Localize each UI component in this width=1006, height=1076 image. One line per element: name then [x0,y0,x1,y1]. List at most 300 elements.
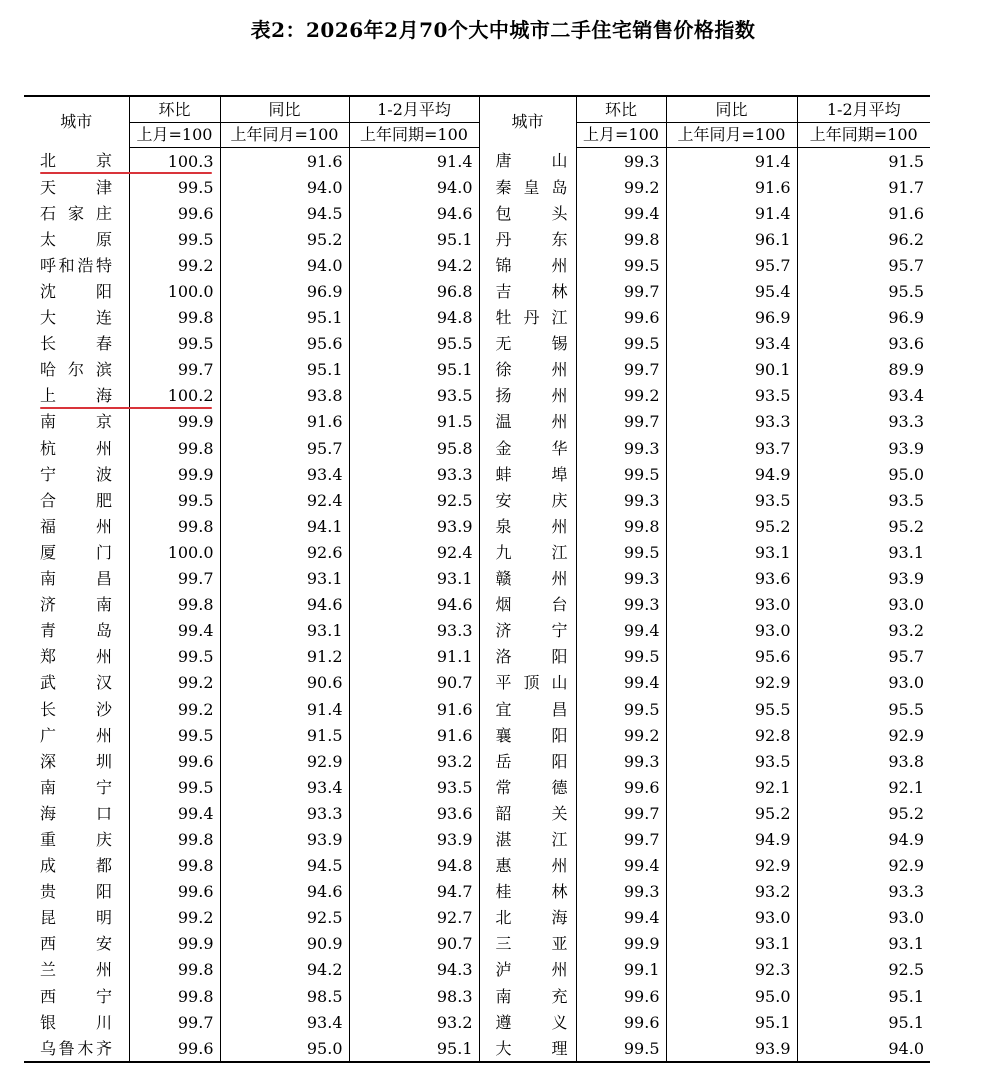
city-name-r: 泉 州 [479,513,576,539]
city-name-l: 呼 和 浩 特 [40,255,112,275]
avg-value-r: 93.2 [797,618,930,644]
city-name-l: 南 京 [40,412,112,432]
price-index-table [24,95,930,1063]
city-name-r: 温 州 [479,409,576,435]
city-name-r: 烟 台 [479,592,576,618]
mom-value-l: 99.6 [129,200,220,226]
yoy-value-r: 96.9 [666,305,797,331]
mom-value-l: 100.0 [129,278,220,304]
mom-value-r: 99.2 [576,722,666,748]
avg-value-l: 93.3 [349,461,479,487]
table-row [24,409,930,435]
avg-value-r: 93.0 [797,592,930,618]
table-row [24,357,930,383]
mom-value-r: 99.3 [576,148,666,175]
mom-value-l: 100.2 [129,383,220,409]
yoy-value-l: 92.4 [220,487,349,513]
mom-value-r: 99.4 [576,853,666,879]
yoy-value-r: 93.6 [666,566,797,592]
avg-value-r: 93.9 [797,566,930,592]
yoy-value-l: 90.9 [220,931,349,957]
table-row [24,853,930,879]
yoy-value-l: 95.7 [220,435,349,461]
yoy-value-l: 94.0 [220,174,349,200]
yoy-value-r: 93.0 [666,905,797,931]
table-row [24,226,930,252]
table-row [24,931,930,957]
page-title: 表2：2026年2月70个大中城市二手住宅销售价格指数 [250,18,756,42]
mom-value-l: 99.4 [129,800,220,826]
yoy-value-r: 92.1 [666,774,797,800]
yoy-value-r: 94.9 [666,826,797,852]
city-name-l: 上 海 [40,386,112,406]
avg-value-l: 93.6 [349,800,479,826]
yoy-value-l: 93.4 [220,774,349,800]
avg-value-r: 95.2 [797,800,930,826]
mom-value-r: 99.4 [576,670,666,696]
yoy-value-l: 93.1 [220,566,349,592]
avg-value-l: 93.2 [349,748,479,774]
yoy-value-r: 95.6 [666,644,797,670]
city-name-l: 哈 尔 滨 [40,360,112,380]
city-name-l: 合 肥 [40,490,112,510]
red-underline-mark [40,172,212,174]
yoy-value-l: 95.6 [220,331,349,357]
mom-value-l: 99.2 [129,905,220,931]
avg-value-r: 92.5 [797,957,930,983]
mom-value-r: 99.7 [576,278,666,304]
yoy-value-l: 95.1 [220,305,349,331]
table-row [24,748,930,774]
yoy-value-l: 92.9 [220,748,349,774]
table-row [24,148,930,175]
mom-value-r: 99.5 [576,539,666,565]
table-row [24,461,930,487]
yoy-value-r: 93.2 [666,879,797,905]
city-name-r: 徐 州 [479,357,576,383]
city-name-l: 天 津 [40,177,112,197]
avg-value-r: 93.8 [797,748,930,774]
city-name-l: 西 安 [40,934,112,954]
table-body [24,148,930,1063]
mom-value-r: 99.7 [576,357,666,383]
mom-value-l: 99.5 [129,226,220,252]
mom-value-r: 99.7 [576,800,666,826]
avg-value-r: 95.7 [797,252,930,278]
city-name-l: 银 川 [40,1012,112,1032]
avg-value-l: 98.3 [349,983,479,1009]
city-name-r: 南 充 [479,983,576,1009]
mom-value-r: 99.1 [576,957,666,983]
city-name-r: 九 江 [479,539,576,565]
city-name-l: 北 京 [40,151,112,171]
avg-value-l: 96.8 [349,278,479,304]
avg-value-l: 93.5 [349,774,479,800]
header-avg-left: 1-2月平均 [349,96,479,123]
city-name-r: 包 头 [479,200,576,226]
mom-value-r: 99.3 [576,566,666,592]
city-name-l: 长 春 [40,334,112,354]
yoy-value-r: 95.4 [666,278,797,304]
yoy-value-l: 93.1 [220,618,349,644]
yoy-value-l: 91.6 [220,409,349,435]
mom-value-l: 99.2 [129,252,220,278]
mom-value-l: 99.8 [129,853,220,879]
avg-value-r: 94.9 [797,826,930,852]
mom-value-r: 99.9 [576,931,666,957]
avg-value-l: 94.2 [349,252,479,278]
avg-value-r: 96.2 [797,226,930,252]
mom-value-r: 99.3 [576,487,666,513]
header-avg-base-left: 上年同期=100 [349,123,479,148]
mom-value-l: 99.2 [129,670,220,696]
avg-value-r: 93.1 [797,931,930,957]
avg-value-l: 95.5 [349,331,479,357]
table-row [24,879,930,905]
avg-value-r: 93.0 [797,670,930,696]
yoy-value-r: 93.1 [666,931,797,957]
yoy-value-l: 90.6 [220,670,349,696]
mom-value-l: 99.2 [129,696,220,722]
table-row [24,383,930,409]
mom-value-l: 99.5 [129,644,220,670]
city-name-r: 唐 山 [479,148,576,175]
city-name-r: 扬 州 [479,383,576,409]
yoy-value-r: 93.1 [666,539,797,565]
avg-value-r: 92.9 [797,722,930,748]
yoy-value-l: 94.6 [220,592,349,618]
mom-value-l: 99.8 [129,305,220,331]
avg-value-l: 93.3 [349,618,479,644]
avg-value-r: 93.6 [797,331,930,357]
header-yoy-base-left: 上年同月=100 [220,123,349,148]
mom-value-l: 99.5 [129,331,220,357]
header-mom-base-right: 上月=100 [576,123,666,148]
table-row [24,670,930,696]
avg-value-l: 94.6 [349,200,479,226]
table-row [24,826,930,852]
city-name-r: 襄 阳 [479,722,576,748]
avg-value-l: 92.4 [349,539,479,565]
mom-value-r: 99.3 [576,879,666,905]
yoy-value-l: 93.4 [220,461,349,487]
city-name-l: 重 庆 [40,829,112,849]
avg-value-r: 93.5 [797,487,930,513]
avg-value-r: 95.5 [797,278,930,304]
mom-value-r: 99.5 [576,644,666,670]
city-name-l: 成 都 [40,856,112,876]
city-name-l: 沈 阳 [40,282,112,302]
yoy-value-l: 94.0 [220,252,349,278]
yoy-value-r: 92.9 [666,670,797,696]
header-city-right: 城市 [479,96,576,148]
table-row [24,200,930,226]
avg-value-l: 93.9 [349,513,479,539]
avg-value-l: 91.1 [349,644,479,670]
header-avg-base-right: 上年同期=100 [797,123,930,148]
table-row [24,487,930,513]
yoy-value-l: 93.8 [220,383,349,409]
mom-value-l: 99.4 [129,618,220,644]
avg-value-l: 95.8 [349,435,479,461]
yoy-value-l: 91.4 [220,696,349,722]
mom-value-r: 99.7 [576,826,666,852]
yoy-value-l: 93.4 [220,1009,349,1035]
avg-value-l: 91.6 [349,722,479,748]
avg-value-l: 94.3 [349,957,479,983]
city-name-l: 武 汉 [40,673,112,693]
yoy-value-r: 95.0 [666,983,797,1009]
mom-value-r: 99.6 [576,774,666,800]
city-name-l: 乌 鲁 木 齐 [24,1035,129,1062]
mom-value-r: 99.6 [576,1009,666,1035]
city-name-l: 杭 州 [40,438,112,458]
table-row [24,618,930,644]
avg-value-l: 95.1 [349,357,479,383]
mom-value-l: 99.7 [129,357,220,383]
avg-value-l: 93.5 [349,383,479,409]
table-row [24,252,930,278]
city-name-r: 秦 皇 岛 [479,174,576,200]
avg-value-l: 90.7 [349,931,479,957]
yoy-value-r: 93.0 [666,618,797,644]
city-name-r: 无 锡 [479,331,576,357]
mom-value-l: 99.5 [129,722,220,748]
header-avg-right: 1-2月平均 [797,96,930,123]
yoy-value-r: 94.9 [666,461,797,487]
mom-value-r: 99.2 [576,383,666,409]
avg-value-l: 94.0 [349,174,479,200]
city-name-r: 锦 州 [479,252,576,278]
yoy-value-l: 95.1 [220,357,349,383]
city-name-r: 三 亚 [479,931,576,957]
city-name-l: 广 州 [40,725,112,745]
avg-value-r: 95.5 [797,696,930,722]
city-name-r: 牡 丹 江 [479,305,576,331]
mom-value-r: 99.5 [576,252,666,278]
yoy-value-l: 98.5 [220,983,349,1009]
avg-value-r: 94.0 [797,1035,930,1062]
yoy-value-r: 93.4 [666,331,797,357]
mom-value-l: 99.5 [129,487,220,513]
mom-value-r: 99.5 [576,461,666,487]
city-name-r: 平 顶 山 [479,670,576,696]
table-row [24,800,930,826]
table-row [24,435,930,461]
mom-value-r: 99.8 [576,226,666,252]
avg-value-r: 93.3 [797,879,930,905]
city-name-l: 厦 门 [40,542,112,562]
mom-value-l: 99.9 [129,409,220,435]
mom-value-r: 99.5 [576,331,666,357]
avg-value-l: 91.4 [349,148,479,175]
city-name-l: 长 沙 [40,699,112,719]
avg-value-r: 95.7 [797,644,930,670]
mom-value-r: 99.6 [576,983,666,1009]
yoy-value-r: 91.4 [666,148,797,175]
mom-value-r: 99.4 [576,905,666,931]
avg-value-r: 95.2 [797,513,930,539]
city-name-l: 深 圳 [40,751,112,771]
yoy-value-r: 93.5 [666,383,797,409]
avg-value-r: 93.9 [797,435,930,461]
avg-value-r: 92.9 [797,853,930,879]
city-name-l: 郑 州 [40,647,112,667]
city-name-l: 济 南 [40,595,112,615]
mom-value-l: 99.5 [129,774,220,800]
avg-value-r: 96.9 [797,305,930,331]
city-name-r: 蚌 埠 [479,461,576,487]
mom-value-r: 99.4 [576,200,666,226]
city-name-l: 海 口 [40,803,112,823]
table-row [24,644,930,670]
city-name-r: 大 理 [479,1035,576,1062]
table-header [24,96,930,148]
mom-value-l: 99.8 [129,513,220,539]
city-name-r: 济 宁 [479,618,576,644]
yoy-value-r: 92.8 [666,722,797,748]
city-name-r: 洛 阳 [479,644,576,670]
yoy-value-l: 94.2 [220,957,349,983]
avg-value-r: 95.1 [797,1009,930,1035]
yoy-value-l: 94.1 [220,513,349,539]
avg-value-l: 94.6 [349,592,479,618]
avg-value-r: 93.3 [797,409,930,435]
header-yoy-right: 同比 [666,96,797,123]
mom-value-r: 99.3 [576,435,666,461]
city-name-r: 桂 林 [479,879,576,905]
city-name-r: 惠 州 [479,853,576,879]
city-name-r: 常 德 [479,774,576,800]
avg-value-l: 93.9 [349,826,479,852]
table-row [24,539,930,565]
mom-value-r: 99.2 [576,174,666,200]
mom-value-r: 99.6 [576,305,666,331]
table-row [24,305,930,331]
yoy-value-l: 91.6 [220,148,349,175]
mom-value-l: 99.6 [129,1035,220,1062]
table-row [24,1009,930,1035]
yoy-value-l: 96.9 [220,278,349,304]
avg-value-r: 93.0 [797,905,930,931]
city-name-r: 赣 州 [479,566,576,592]
city-name-l: 宁 波 [40,464,112,484]
avg-value-l: 92.5 [349,487,479,513]
city-name-l: 南 宁 [40,777,112,797]
yoy-value-l: 92.6 [220,539,349,565]
mom-value-l: 99.8 [129,435,220,461]
city-name-l: 青 岛 [40,621,112,641]
mom-value-l: 99.9 [129,461,220,487]
city-name-l: 石 家 庄 [40,203,112,223]
table-row [24,566,930,592]
yoy-value-r: 95.7 [666,252,797,278]
mom-value-l: 99.8 [129,957,220,983]
city-name-l: 大 连 [40,308,112,328]
header-mom-right: 环比 [576,96,666,123]
avg-value-l: 91.6 [349,696,479,722]
mom-value-l: 99.8 [129,826,220,852]
avg-value-l: 93.2 [349,1009,479,1035]
yoy-value-r: 96.1 [666,226,797,252]
table-row [24,696,930,722]
yoy-value-l: 94.5 [220,853,349,879]
city-name-r: 韶 关 [479,800,576,826]
header-mom-base-left: 上月=100 [129,123,220,148]
city-name-r: 湛 江 [479,826,576,852]
header-yoy-base-right: 上年同月=100 [666,123,797,148]
city-name-r: 北 海 [479,905,576,931]
yoy-value-r: 92.3 [666,957,797,983]
table-row [24,983,930,1009]
mom-value-l: 100.3 [129,148,220,175]
city-name-r: 遵 义 [479,1009,576,1035]
mom-value-l: 99.7 [129,566,220,592]
mom-value-l: 99.6 [129,879,220,905]
table-row [24,957,930,983]
mom-value-r: 99.3 [576,748,666,774]
city-name-l: 贵 阳 [40,882,112,902]
avg-value-r: 93.1 [797,539,930,565]
avg-value-l: 94.7 [349,879,479,905]
header-city-left: 城市 [24,96,129,148]
yoy-value-r: 95.2 [666,800,797,826]
mom-value-r: 99.5 [576,696,666,722]
yoy-value-r: 93.7 [666,435,797,461]
avg-value-l: 91.5 [349,409,479,435]
header-mom-left: 环比 [129,96,220,123]
table-row [24,1035,930,1062]
mom-value-l: 99.8 [129,592,220,618]
yoy-value-r: 92.9 [666,853,797,879]
table-row [24,722,930,748]
yoy-value-r: 95.1 [666,1009,797,1035]
yoy-value-l: 95.2 [220,226,349,252]
city-name-l: 太 原 [40,229,112,249]
mom-value-l: 99.7 [129,1009,220,1035]
avg-value-r: 91.7 [797,174,930,200]
table-row [24,513,930,539]
yoy-value-r: 93.5 [666,487,797,513]
yoy-value-l: 93.9 [220,826,349,852]
city-name-l: 福 州 [40,516,112,536]
avg-value-l: 94.8 [349,853,479,879]
mom-value-l: 100.0 [129,539,220,565]
mom-value-r: 99.4 [576,618,666,644]
avg-value-l: 93.1 [349,566,479,592]
mom-value-r: 99.3 [576,592,666,618]
yoy-value-r: 93.5 [666,748,797,774]
table-row [24,774,930,800]
city-name-r: 丹 东 [479,226,576,252]
yoy-value-r: 95.2 [666,513,797,539]
yoy-value-r: 90.1 [666,357,797,383]
avg-value-r: 91.6 [797,200,930,226]
avg-value-l: 95.1 [349,1035,479,1062]
mom-value-r: 99.7 [576,409,666,435]
header-yoy-left: 同比 [220,96,349,123]
city-name-l: 西 宁 [40,986,112,1006]
avg-value-l: 92.7 [349,905,479,931]
yoy-value-r: 93.3 [666,409,797,435]
avg-value-r: 89.9 [797,357,930,383]
city-name-r: 金 华 [479,435,576,461]
city-name-r: 泸 州 [479,957,576,983]
yoy-value-r: 93.9 [666,1035,797,1062]
table-row [24,278,930,304]
city-name-r: 宜 昌 [479,696,576,722]
mom-value-l: 99.5 [129,174,220,200]
